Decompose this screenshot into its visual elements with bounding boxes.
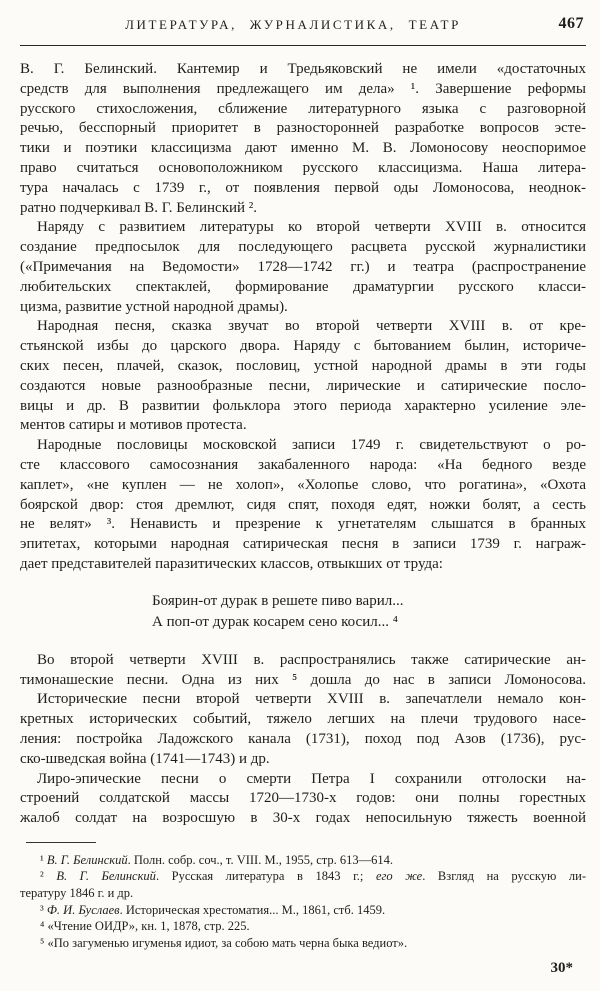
text-line: не велят» ³. Ненависть и презрение к угнетателям слышатся в бранных xyxy=(20,516,586,533)
text-line: Народные пословицы московской записи 1749 г. свидетельствуют о ро- xyxy=(37,437,586,454)
page-body xyxy=(20,60,586,829)
body-paragraph xyxy=(20,218,586,317)
footnote-author: В. Г. Белинский xyxy=(56,869,156,884)
text-line: речью, бесспорный приоритет в разносторонней разработке вопросов эсте- xyxy=(20,120,586,137)
footnote-text: ² xyxy=(40,869,57,884)
text-line: тимонашеские песни. Одна из них ⁵ дошла до нас в записи Ломоносова. xyxy=(20,671,586,688)
signature-mark: 30* xyxy=(550,960,573,977)
text-line: ско-шведская война (1741—1743) и др. xyxy=(20,750,270,767)
footnote-text: ¹ xyxy=(40,852,47,867)
text-line: Наряду с развитием литературы ко второй четверти XVIII в. относится xyxy=(37,219,586,236)
text-line: жалоб солдат на возросшую в 30-х годах непосильную тяжесть военной xyxy=(20,810,586,827)
footnote xyxy=(20,852,586,869)
footnote xyxy=(20,918,586,935)
footnote-author: Ф. И. Буслаев xyxy=(46,902,120,917)
text-line: вицы и др. В развитии фольклора этого периода характерно усиление эле- xyxy=(20,397,586,414)
footnote-rule xyxy=(26,842,96,843)
verse-line: А поп-от дурак косарем сено косил... ⁴ xyxy=(152,614,398,631)
text-line: цизма, развитие устной народной драмы). xyxy=(20,298,288,315)
text-line: ментов сатиры и мотивов протеста. xyxy=(20,417,247,434)
text-line: создание предпосылок для последующего расцвета русской журналистики xyxy=(20,239,586,256)
footnote xyxy=(20,902,586,919)
text-line: каплет», «не куплен — не холоп», «Холопье слово, что рогатина», «Охота xyxy=(20,476,586,493)
page-header xyxy=(20,12,586,46)
footnote-text: . Полн. собр. соч., т. VIII. М., 1955, стр. 613—614. xyxy=(127,852,393,867)
text-line: ления: постройка Ладожского канала (1731), поход под Азов (1736), рус- xyxy=(20,730,586,747)
footnote-text: ³ xyxy=(40,902,47,917)
text-line: Лиро-эпические песни о смерти Петра I сохранили отголоски на- xyxy=(37,770,586,787)
footnote-text: ⁵ «По загуменью игуменья идиот, за собою мать черна быка ведиот». xyxy=(40,935,408,950)
body-paragraph xyxy=(20,651,586,691)
text-line: строений солдатской массы 1720—1730-х годов: они полны горестных xyxy=(20,790,586,807)
text-line: любительских спектаклей, формирование драматургии русского класси- xyxy=(20,278,586,295)
text-line: ратно подчеркивал В. Г. Белинский ². xyxy=(20,199,258,216)
footnote xyxy=(20,868,586,901)
footnote-line xyxy=(20,918,586,935)
footnotes-section xyxy=(20,842,586,978)
text-line: дает представителей паразитических классов, отвыкших от труда: xyxy=(20,555,443,572)
footnote-line xyxy=(20,902,586,919)
footnote xyxy=(20,935,586,952)
text-line: В. Г. Белинский. Кантемир и Тредьяковский не имели «достаточных xyxy=(20,61,586,77)
text-line: тура началась с 1739 г., от появления первой оды Ломоносова, неоднок- xyxy=(20,179,586,196)
footnotes-list xyxy=(20,852,586,952)
footnote-line xyxy=(20,885,586,902)
body-paragraph xyxy=(20,436,586,575)
verse-quote xyxy=(152,591,586,634)
footnote-text: . Историческая хрестоматия... М., 1861, стб. 1459. xyxy=(119,902,386,917)
text-line: эпитетах, которыми народная сатирическая песня в записи 1739 г. награж- xyxy=(20,536,586,553)
text-line: тики и поэтики классицизма дают именно М. В. Ломоносову неоспоримое xyxy=(20,140,586,157)
footnote-author: В. Г. Белинский xyxy=(46,852,128,867)
text-line: сте классового самосознания закабаленного народа: «На бедного везде xyxy=(20,456,586,473)
verse-line: Боярин-от дурак в решете пиво варил... xyxy=(152,592,404,609)
running-title: ЛИТЕРАТУРА, ЖУРНАЛИСТИКА, ТЕАТР xyxy=(125,17,461,32)
footnote-text: . Взгляд на русскую ли- xyxy=(422,869,586,884)
body-paragraph xyxy=(20,60,586,218)
footnote-text: тературу 1846 г. и др. xyxy=(20,886,134,901)
text-line: создаются новые разнообразные песни, лирические и сатирические посло- xyxy=(20,377,586,394)
text-line: стьянской избы до царского двора. Наряду с бытованием былин, историче- xyxy=(20,338,586,355)
text-line: («Примечания на Ведомости» 1728—1742 гг.) и театра (распространение xyxy=(20,258,586,275)
body-paragraph xyxy=(20,317,586,436)
text-line: Во второй четверти XVIII в. распространялись также сатирические ан- xyxy=(37,651,586,668)
body-paragraph xyxy=(20,770,586,829)
page-number: 467 xyxy=(558,15,584,32)
text-line: Исторические песни второй четверти XVIII в. запечатлели немало кон- xyxy=(37,691,586,708)
header-rule xyxy=(20,45,586,46)
text-line: боярской двор: стоя дремлют, сидя спят, походя едят, ножки болят, а сесть xyxy=(20,496,586,513)
footnote-text: ⁴ «Чтение ОИДР», кн. 1, 1878, стр. 225. xyxy=(40,919,250,934)
footnote-line xyxy=(20,868,586,885)
footnote-line xyxy=(20,852,586,869)
text-line: средств для выполнения предлежащего им дела» ¹. Завершение реформы xyxy=(20,80,586,97)
footnote-author: его же xyxy=(375,869,423,884)
text-line: Народная песня, сказка звучат во второй четверти XVIII в. от кре- xyxy=(37,318,586,335)
text-line: право считаться основоположником русского классицизма. Наша литера- xyxy=(20,159,586,176)
text-line: русского стихосложения, сближение литературного языка с разговорной xyxy=(20,100,586,117)
footnote-text: . Русская литература в 1843 г.; xyxy=(155,869,376,884)
body-paragraph xyxy=(20,690,586,769)
footnote-line xyxy=(20,935,586,952)
text-line: ских песен, плачей, сказок, пословиц, устной народной драмы в эти годы xyxy=(20,357,586,374)
text-line: кретных исторических событий, тяжело легших на плечи трудового насе- xyxy=(20,711,586,728)
